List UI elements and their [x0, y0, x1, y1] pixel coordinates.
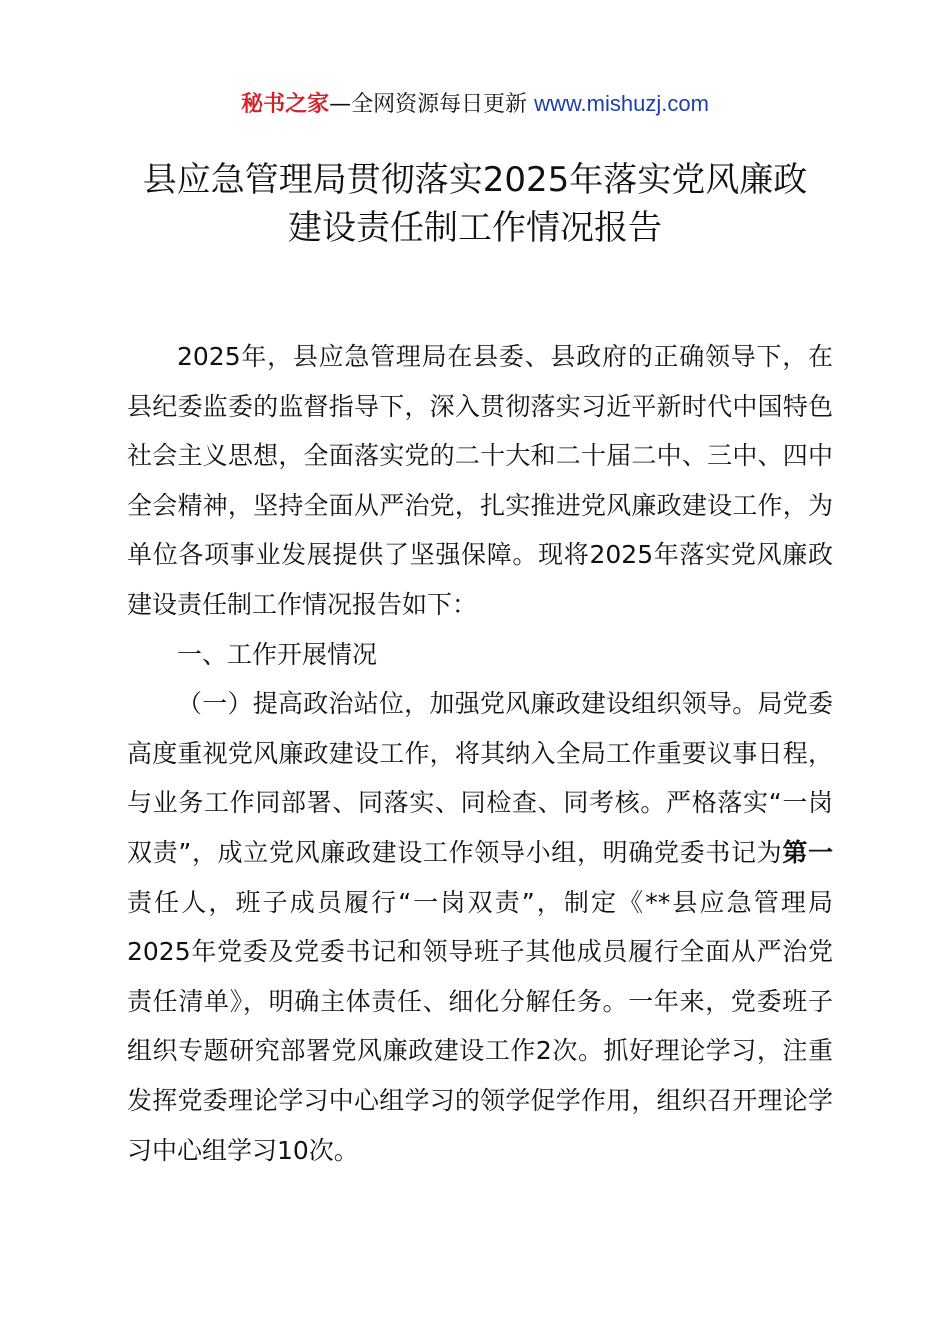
document-title	[100, 156, 850, 252]
intro-paragraph: 2025年，县应急管理局在县委、县政府的正确领导下，在县纪委监委的监督指导下，深入贯彻落实习近平新时代中国特色社会主义思想，全面落实党的二十大和二十届二中、三中、四中全会精神，坚持全面从严治党，扎实推进党风廉政建设工作，为单位各项事业发展提供了坚强保障。现将2025年落实党风廉政建设责任制工作情况报告如下：	[127, 342, 833, 619]
title-line-1: 县应急管理局贯彻落实2025年落实党风廉政	[142, 160, 808, 200]
subsection-text-part1: （一）提高政治站位，加强党风廉政建设组织领导。局党委高度重视党风廉政建设工作，将其纳入全局工作重要议事日程，与业务工作同部署、同落实、同检查、同考核。严格落实“一岗双责”，成立党风廉政建设工作领导小组，明确党委书记为	[127, 689, 833, 867]
site-header	[0, 86, 950, 123]
bold-emphasis: 第一	[782, 837, 833, 867]
title-line-2: 建设责任制工作情况报告	[288, 208, 662, 248]
header-tagline: —全网资源每日更新	[329, 92, 535, 117]
subsection-text-part2: 责任人，班子成员履行“一岗双责”，制定《**县应急管理局2025年党委及党委书记和领导班子其他成员履行全面从严治党责任清单》，明确主体责任、细化分解任务。一年来，党委班子组织专题研究部署党风廉政建设工作2次。抓好理论学习，注重发挥党委理论学习中心组学习的领学促学作用，组织召开理论学习中心组学习10次。	[127, 887, 833, 1165]
document-body	[127, 332, 833, 1175]
subsection-paragraph	[127, 679, 833, 1175]
site-url-link[interactable]: www.mishuzj.com	[534, 91, 709, 116]
brand-name: 秘书之家	[241, 92, 330, 117]
section-heading: 一、工作开展情况	[177, 639, 378, 669]
